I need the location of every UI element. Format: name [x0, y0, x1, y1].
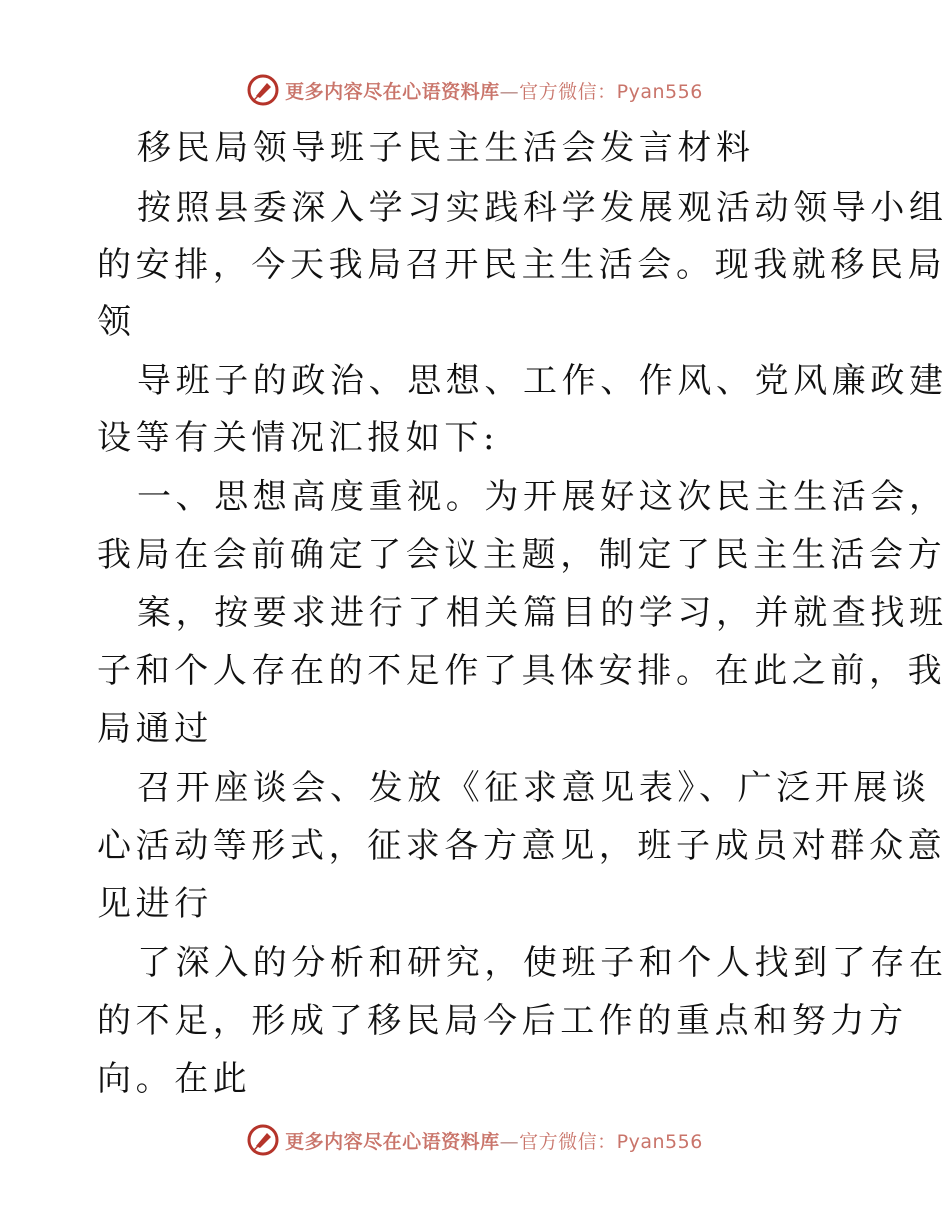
paragraph-line: 召开座谈会、发放《征求意见表》、广泛开展谈: [137, 768, 931, 808]
pen-nib-logo-icon: [247, 1124, 279, 1156]
pen-nib-logo-icon: [247, 74, 279, 106]
header-promo-text: [285, 77, 703, 104]
paragraph-line: 的安排，今天我局召开民主生活会。现我就移民局: [97, 245, 947, 285]
paragraph-line: 心活动等形式，征求各方意见，班子成员对群众意: [97, 826, 947, 866]
paragraph-line: 我局在会前确定了会议主题，制定了民主生活会方: [97, 535, 947, 575]
paragraph-line: 了深入的分析和研究，使班子和个人找到了存在: [137, 943, 948, 983]
header-promo-main: 更多内容尽在心语资料库: [285, 80, 500, 103]
paragraph-line: 子和个人存在的不足作了具体安排。在此之前，我: [97, 651, 947, 691]
footer-banner: [0, 1120, 950, 1160]
paragraph-line: 导班子的政治、思想、工作、作风、党风廉政建: [137, 361, 948, 401]
paragraph-line: 领: [97, 302, 136, 342]
footer-promo-main: 更多内容尽在心语资料库: [285, 1130, 500, 1153]
header-promo-separator: —: [499, 80, 520, 103]
footer-promo-text: [285, 1127, 703, 1154]
paragraph-line: 局通过: [97, 709, 213, 749]
paragraph-line: 按照县委深入学习实践科学发展观活动领导小组: [137, 188, 948, 228]
paragraph-line: 案，按要求进行了相关篇目的学习，并就查找班: [137, 593, 948, 633]
footer-promo-separator: —: [499, 1130, 520, 1153]
paragraph-line: 的不足，形成了移民局今后工作的重点和努力方: [97, 1001, 908, 1041]
paragraph-line: 见进行: [97, 884, 213, 924]
header-banner: [0, 70, 950, 110]
paragraph-line: 一、思想高度重视。为开展好这次民主生活会，: [137, 477, 948, 517]
document-title: 移民局领导班子民主生活会发言材料: [137, 128, 755, 168]
header-promo-wechat: 官方微信：Pyan556: [519, 80, 703, 103]
footer-promo-wechat: 官方微信：Pyan556: [519, 1130, 703, 1153]
paragraph-line: 设等有关情况汇报如下:: [97, 418, 500, 458]
paragraph-line: 向。在此: [97, 1059, 252, 1099]
